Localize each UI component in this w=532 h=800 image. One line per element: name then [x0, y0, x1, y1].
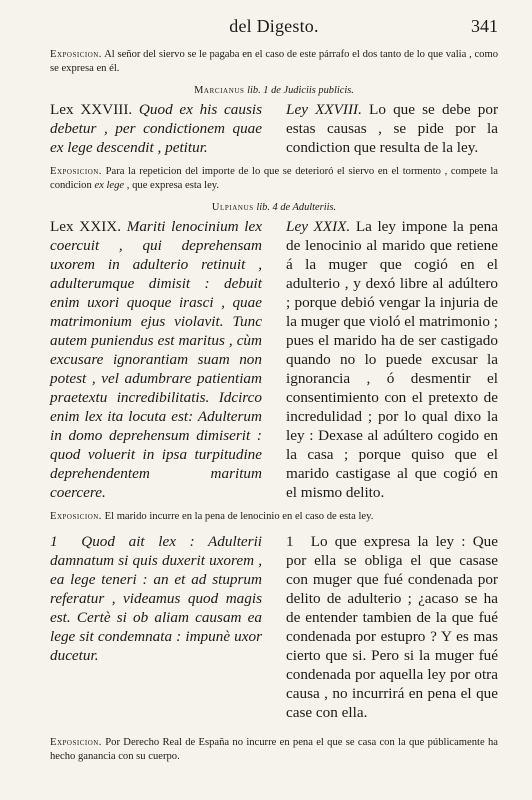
exposicion-3: [50, 510, 498, 524]
exposicion-4: [50, 736, 498, 764]
page-header: [50, 16, 498, 42]
spanish-column: [286, 217, 498, 502]
running-head: del Digesto.: [229, 16, 319, 36]
source-work: lib. 1 de Judiciis publicis.: [247, 85, 354, 96]
exposicion-label: Exposicion.: [50, 511, 102, 522]
latin-column: [50, 217, 262, 502]
latin-column: [50, 100, 262, 157]
spanish-text: Lo que expresa la ley : Que por ella se obliga el que casase con muger que fué condenada por delito de adulterio ; ¿acaso se ha de entender tambien de la que fué condenada por estupro ? Y es mas cierto que si. Pero si la muger fué condenada por aquella ley por otra causa , no incurrirá en pena el que case con ella.: [286, 533, 498, 721]
section-number: 1: [286, 533, 294, 550]
exposicion-text-after: , que expresa esta ley.: [126, 180, 220, 191]
lex-28: [50, 100, 498, 157]
lex-label: Lex XXIX.: [50, 218, 122, 235]
spanish-text: La ley impone la pena de lenocinio al marido que retiene á la muger que cogió en el adulterio , y dexó libre al adúltero ; porque debió vengar la injuria de la muger que violó el matrimonio ; pues el marido ha de ser castigado quando no lo puede excusar la ignorancia , ó desmentir el consentimiento con el pretexto de incredulidad ; por lo qual dixo la ley : Dexase al adúltero cogido en la casa ; porque quiso que el marido castigase al que cogió en el mismo delito.: [286, 218, 498, 501]
exposicion-label: Exposicion.: [50, 166, 102, 177]
source-author: Marcianus: [194, 85, 245, 96]
spanish-text: Lo que se debe por estas causas , se pide por la condiction que resulta de la ley.: [286, 101, 499, 156]
spanish-column: [286, 100, 498, 157]
latin-text: Quod ait lex : Adulterii damnatum si quis duxerit uxorem , ea lege teneri : an et ad stuprum referatur , videamus quod magis est. Certè si ob aliam causam ea lege sit condemnata : impunè uxor ducetur.: [50, 533, 263, 664]
exposicion-text-before: Para la repeticion del importe de lo que se deterioró el siervo en el tormento , compete la condicion: [50, 166, 498, 191]
exposicion-text: Por Derecho Real de España no incurre en pena el que se casa con la que públicamente ha hecho ganancia con su cuerpo.: [50, 737, 498, 762]
exposicion-label: Exposicion.: [50, 737, 102, 748]
latin-text: Mariti lenocinium lex coercuit , qui deprehensam uxorem in adulterio retinuit , adulterumque dimisit : debuit enim uxori quoque irasci , quae matrimonium ejus violavit. Tunc autem puniendus est maritus , cùm excusare ignorantiam suam non potest , vel adumbrare patientiam praetextu incredibilitatis. Idcirco enim lex ita locuta est: Adulterum in domo deprehensum dimiserit : quod voluerit in ipsa turpitudine deprehendentem maritum coercere.: [50, 218, 262, 501]
exposicion-label: Exposicion.: [50, 49, 102, 60]
source-citation-2: [50, 202, 498, 213]
lex-29: [50, 217, 498, 502]
latin-text: Quod ex his causis debetur , per condictionem quae ex lege descendit , petitur.: [50, 101, 262, 156]
exposicion-1: [50, 48, 498, 76]
page-number: 341: [471, 16, 498, 36]
ley-label: Ley XXVIII.: [286, 101, 362, 118]
ley-label: Ley XXIX.: [286, 218, 351, 235]
source-author: Ulpianus: [211, 202, 254, 213]
spanish-column: [286, 532, 498, 722]
section-number: 1: [50, 533, 58, 550]
lex-label: Lex XXVIII.: [50, 101, 133, 118]
source-work: lib. 4 de Adulteriis.: [256, 202, 337, 213]
exposicion-text-italic: ex lege: [94, 180, 125, 191]
exposicion-text: Al señor del siervo se le pagaba en el caso de este párrafo el dos tanto de lo que valia , como se expresa en él.: [50, 49, 498, 74]
exposicion-2: [50, 165, 498, 193]
latin-column: [50, 532, 262, 722]
exposicion-text: El marido incurre en la pena de lenocinio en el caso de esta ley.: [104, 511, 374, 522]
source-citation-1: [50, 85, 498, 96]
section-1: [50, 532, 498, 722]
